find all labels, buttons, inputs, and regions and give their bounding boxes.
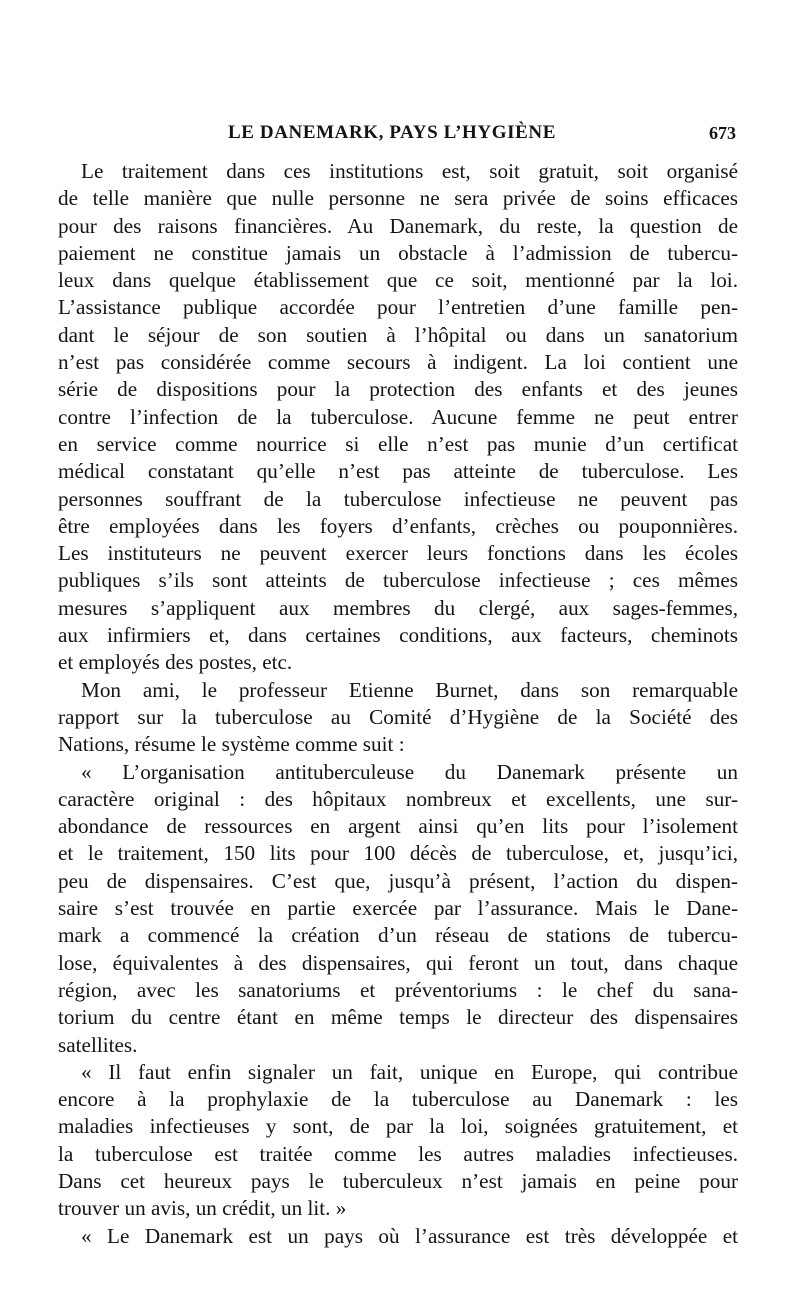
- text-line: leux dans quelque établissement que ce soit, mentionné par la loi.: [58, 268, 738, 293]
- body-text: [58, 158, 738, 1250]
- text-line: paiement ne constitue jamais un obstacle à l’admission de tubercu-: [58, 240, 738, 265]
- paragraph: [58, 158, 738, 677]
- text-line: satellites.: [58, 1032, 138, 1057]
- text-line: dant le séjour de son soutien à l’hôpital ou dans un sanatorium: [58, 322, 738, 347]
- text-line: rapport sur la tuberculose au Comité d’Hygiène de la Société des: [58, 704, 738, 729]
- text-line: la tuberculose est traitée comme les autres maladies infectieuses.: [58, 1141, 738, 1166]
- text-line: aux infirmiers et, dans certaines conditions, aux facteurs, cheminots: [58, 623, 738, 648]
- text-line: saire s’est trouvée en partie exercée par l’assurance. Mais le Dane-: [58, 896, 738, 921]
- paragraph: [58, 1223, 738, 1250]
- text-line: torium du centre étant en même temps le directeur des dispensaires: [58, 1005, 738, 1030]
- text-line: « L’organisation antituberculeuse du Danemark présente un: [81, 759, 738, 784]
- paragraph: [58, 759, 738, 1059]
- text-line: L’assistance publique accordée pour l’entretien d’une famille pen-: [58, 295, 738, 320]
- paragraph: [58, 1059, 738, 1223]
- text-line: et le traitement, 150 lits pour 100 décès de tuberculose, et, jusqu’ici,: [58, 841, 738, 866]
- text-line: pour des raisons financières. Au Danemark, du reste, la question de: [58, 213, 738, 238]
- text-line: Les instituteurs ne peuvent exercer leurs fonctions dans les écoles: [58, 541, 738, 566]
- text-line: Le traitement dans ces institutions est, soit gratuit, soit organisé: [81, 159, 738, 183]
- text-line: personnes souffrant de la tuberculose infectieuse ne peuvent pas: [58, 486, 738, 511]
- running-title: LE DANEMARK, PAYS L’HYGIÈNE: [228, 122, 556, 143]
- text-line: lose, équivalentes à des dispensaires, qui feront un tout, dans chaque: [58, 950, 738, 975]
- text-line: mesures s’appliquent aux membres du clergé, aux sages-femmes,: [58, 595, 738, 620]
- document-page: [58, 118, 738, 1250]
- text-line: trouver un avis, un crédit, un lit. »: [58, 1196, 347, 1221]
- text-line: médical constatant qu’elle n’est pas atteinte de tuberculose. Les: [58, 459, 738, 484]
- text-line: de telle manière que nulle personne ne sera privée de soins efficaces: [58, 186, 738, 211]
- text-line: publiques s’ils sont atteints de tuberculose infectieuse ; ces mêmes: [58, 568, 738, 593]
- text-line: n’est pas considérée comme secours à indigent. La loi contient une: [58, 350, 738, 375]
- text-line: caractère original : des hôpitaux nombreux et excellents, une sur-: [58, 786, 738, 811]
- text-line: Nations, résume le système comme suit :: [58, 732, 405, 757]
- text-line: en service comme nourrice si elle n’est pas munie d’un certificat: [58, 431, 738, 456]
- page-number: 673: [709, 123, 736, 143]
- running-head: [58, 118, 738, 148]
- text-line: contre l’infection de la tuberculose. Aucune femme ne peut entrer: [58, 404, 738, 429]
- text-line: mark a commencé la création d’un réseau de stations de tubercu-: [58, 923, 738, 948]
- text-line: « Le Danemark est un pays où l’assurance est très développée et: [81, 1223, 738, 1248]
- text-line: Mon ami, le professeur Etienne Burnet, dans son remarquable: [81, 677, 738, 702]
- text-line: encore à la prophylaxie de la tuberculose au Danemark : les: [58, 1087, 738, 1112]
- text-line: et employés des postes, etc.: [58, 650, 293, 675]
- paragraph: [58, 677, 738, 759]
- text-line: abondance de ressources en argent ainsi qu’en lits pour l’isolement: [58, 814, 738, 839]
- text-line: être employées dans les foyers d’enfants, crèches ou pouponnières.: [58, 513, 738, 538]
- text-line: peu de dispensaires. C’est que, jusqu’à présent, l’action du dispen-: [58, 868, 738, 893]
- text-line: région, avec les sanatoriums et préventoriums : le chef du sana-: [58, 977, 738, 1002]
- text-line: « Il faut enfin signaler un fait, unique en Europe, qui contribue: [81, 1059, 738, 1084]
- text-line: série de dispositions pour la protection des enfants et des jeunes: [58, 377, 738, 402]
- text-line: Dans cet heureux pays le tuberculeux n’est jamais en peine pour: [58, 1168, 738, 1193]
- text-line: maladies infectieuses y sont, de par la loi, soignées gratuitement, et: [58, 1114, 738, 1139]
